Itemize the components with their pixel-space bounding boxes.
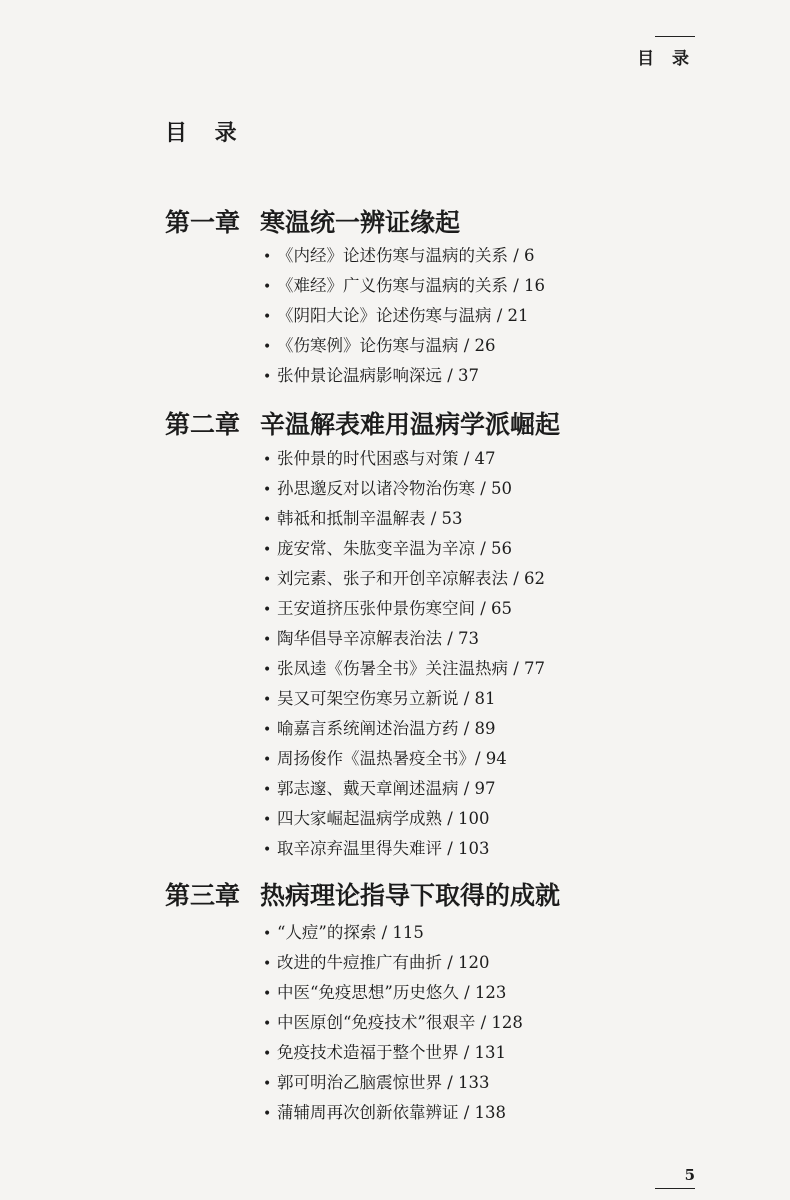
- toc-entry-text: 取辛凉弃温里得失难评 / 103: [277, 839, 490, 858]
- running-head: 目 录: [637, 49, 695, 69]
- toc-entry: [263, 1098, 523, 1128]
- bullet-icon: •: [263, 692, 272, 708]
- bullet-icon: •: [263, 482, 272, 498]
- toc-entry-text: 《阴阳大论》论述伤寒与温病 / 21: [277, 306, 529, 325]
- bullet-icon: •: [263, 542, 272, 558]
- toc-entry: [263, 331, 545, 361]
- bullet-icon: •: [263, 279, 272, 295]
- chapter-title: 热病理论指导下取得的成就: [260, 881, 561, 910]
- toc-entry-text: 孙思邈反对以诸冷物治伤寒 / 50: [277, 479, 513, 498]
- toc-entry-text: 郭志邃、戴天章阐述温病 / 97: [277, 779, 496, 798]
- toc-entry: [263, 1008, 523, 1038]
- toc-entry-text: 改进的牛痘推广有曲折 / 120: [277, 953, 490, 972]
- bullet-icon: •: [263, 812, 272, 828]
- chapter-title: 寒温统一辨证缘起: [260, 208, 461, 237]
- chapter-entry-list: [263, 918, 523, 1128]
- toc-entry: [263, 271, 545, 301]
- chapter-number: 第一章: [165, 208, 241, 237]
- footer-rule: [655, 1188, 695, 1189]
- chapter-entry-list: [263, 444, 545, 864]
- toc-entry-text: 王安道挤压张仲景伤寒空间 / 65: [277, 599, 513, 618]
- bullet-icon: •: [263, 986, 272, 1002]
- toc-entry: [263, 564, 545, 594]
- toc-entry-text: 周扬俊作《温热暑疫全书》/ 94: [277, 749, 507, 768]
- chapter-heading: [165, 876, 560, 912]
- bullet-icon: •: [263, 1016, 272, 1032]
- bullet-icon: •: [263, 1076, 272, 1092]
- toc-entry: [263, 744, 545, 774]
- toc-entry-text: 《伤寒例》论伤寒与温病 / 26: [277, 336, 496, 355]
- bullet-icon: •: [263, 369, 272, 385]
- bullet-icon: •: [263, 722, 272, 738]
- toc-entry: [263, 774, 545, 804]
- toc-entry-text: 免疫技术造福于整个世界 / 131: [277, 1043, 507, 1062]
- toc-entry-text: 中医“免疫思想”历史悠久 / 123: [277, 983, 507, 1002]
- toc-entry: [263, 1038, 523, 1068]
- toc-entry-text: 韩祗和抵制辛温解表 / 53: [277, 509, 463, 528]
- bullet-icon: •: [263, 249, 272, 265]
- bullet-icon: •: [263, 1106, 272, 1122]
- toc-entry-text: 蒲辅周再次创新依靠辨证 / 138: [277, 1103, 507, 1122]
- toc-entry-text: 张仲景论温病影响深远 / 37: [277, 366, 480, 385]
- bullet-icon: •: [263, 309, 272, 325]
- toc-entry: [263, 834, 545, 864]
- toc-entry-text: 庞安常、朱肱变辛温为辛凉 / 56: [277, 539, 513, 558]
- toc-entry: [263, 301, 545, 331]
- toc-entry-text: “人痘”的探索 / 115: [277, 923, 424, 942]
- bullet-icon: •: [263, 632, 272, 648]
- bullet-icon: •: [263, 926, 272, 942]
- toc-entry: [263, 1068, 523, 1098]
- toc-entry: [263, 241, 545, 271]
- toc-entry-text: 郭可明治乙脑震惊世界 / 133: [277, 1073, 490, 1092]
- toc-entry: [263, 804, 545, 834]
- bullet-icon: •: [263, 956, 272, 972]
- toc-entry: [263, 654, 545, 684]
- bullet-icon: •: [263, 752, 272, 768]
- toc-entry-text: 中医原创“免疫技术”很艰辛 / 128: [277, 1013, 523, 1032]
- chapter-heading: [165, 405, 560, 441]
- bullet-icon: •: [263, 662, 272, 678]
- toc-entry-text: 吴又可架空伤寒另立新说 / 81: [277, 689, 496, 708]
- toc-entry: [263, 684, 545, 714]
- chapter-number: 第二章: [165, 410, 241, 439]
- bullet-icon: •: [263, 339, 272, 355]
- toc-entry: [263, 918, 523, 948]
- toc-entry-text: 《难经》广义伤寒与温病的关系 / 16: [277, 276, 546, 295]
- bullet-icon: •: [263, 512, 272, 528]
- toc-entry-text: 四大家崛起温病学成熟 / 100: [277, 809, 490, 828]
- chapter-number: 第三章: [165, 881, 241, 910]
- toc-entry-text: 张仲景的时代困惑与对策 / 47: [277, 449, 496, 468]
- toc-entry: [263, 444, 545, 474]
- toc-entry: [263, 948, 523, 978]
- toc-title: 目 录: [165, 120, 247, 146]
- bullet-icon: •: [263, 782, 272, 798]
- toc-entry: [263, 504, 545, 534]
- page-number: 5: [684, 1166, 695, 1184]
- bullet-icon: •: [263, 602, 272, 618]
- toc-entry: [263, 361, 545, 391]
- toc-entry: [263, 594, 545, 624]
- chapter-entry-list: [263, 241, 545, 391]
- toc-entry-text: 陶华倡导辛凉解表治法 / 73: [277, 629, 480, 648]
- toc-entry: [263, 474, 545, 504]
- bullet-icon: •: [263, 842, 272, 858]
- bullet-icon: •: [263, 1046, 272, 1062]
- toc-entry-text: 刘完素、张子和开创辛凉解表法 / 62: [277, 569, 546, 588]
- bullet-icon: •: [263, 452, 272, 468]
- chapter-title: 辛温解表难用温病学派崛起: [260, 410, 561, 439]
- toc-entry: [263, 624, 545, 654]
- toc-entry-text: 喻嘉言系统阐述治温方药 / 89: [277, 719, 496, 738]
- toc-entry: [263, 534, 545, 564]
- chapter-heading: [165, 203, 460, 239]
- header-rule: [655, 36, 695, 37]
- toc-entry: [263, 714, 545, 744]
- toc-entry-text: 张凤逵《伤暑全书》关注温热病 / 77: [277, 659, 546, 678]
- toc-entry: [263, 978, 523, 1008]
- bullet-icon: •: [263, 572, 272, 588]
- toc-entry-text: 《内经》论述伤寒与温病的关系 / 6: [277, 246, 535, 265]
